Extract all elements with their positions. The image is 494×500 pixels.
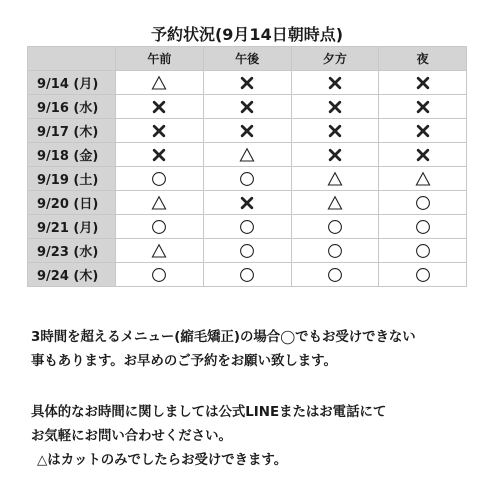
triangle-limited-icon bbox=[151, 75, 167, 91]
header-morning: 午前 bbox=[116, 47, 204, 71]
triangle-limited-icon bbox=[415, 171, 431, 187]
slot-cell bbox=[291, 263, 379, 287]
slot-cell bbox=[379, 167, 467, 191]
circle-available-icon bbox=[415, 219, 431, 235]
circle-available-icon bbox=[239, 267, 255, 283]
triangle-limited-icon bbox=[239, 147, 255, 163]
table-row bbox=[28, 167, 467, 191]
slot-cell bbox=[291, 191, 379, 215]
table-row bbox=[28, 143, 467, 167]
triangle-limited-icon bbox=[151, 195, 167, 211]
cross-full-icon bbox=[327, 99, 343, 115]
date-cell: 9/23 (水) bbox=[28, 239, 116, 263]
circle-available-icon bbox=[151, 171, 167, 187]
header-evening: 夕方 bbox=[291, 47, 379, 71]
triangle-limited-icon bbox=[327, 171, 343, 187]
cross-full-icon bbox=[327, 123, 343, 139]
cross-full-icon bbox=[239, 123, 255, 139]
cross-full-icon bbox=[239, 75, 255, 91]
slot-cell bbox=[379, 191, 467, 215]
header-afternoon: 午後 bbox=[203, 47, 291, 71]
circle-available-icon bbox=[151, 267, 167, 283]
slot-cell bbox=[116, 239, 204, 263]
notes-block-long-menu bbox=[31, 326, 471, 374]
slot-cell bbox=[116, 143, 204, 167]
cross-full-icon bbox=[151, 99, 167, 115]
table-row bbox=[28, 95, 467, 119]
slot-cell bbox=[291, 71, 379, 95]
cross-full-icon bbox=[151, 147, 167, 163]
slot-cell bbox=[116, 71, 204, 95]
slot-cell bbox=[116, 95, 204, 119]
slot-cell bbox=[291, 143, 379, 167]
circle-available-icon bbox=[239, 243, 255, 259]
note-line: お気軽にお問い合わせください。 bbox=[31, 429, 232, 444]
cross-full-icon bbox=[151, 123, 167, 139]
table-row bbox=[28, 263, 467, 287]
cross-full-icon bbox=[239, 99, 255, 115]
date-cell: 9/24 (木) bbox=[28, 263, 116, 287]
notes-block-contact bbox=[31, 401, 471, 473]
slot-cell bbox=[379, 239, 467, 263]
header-night: 夜 bbox=[379, 47, 467, 71]
slot-cell bbox=[203, 71, 291, 95]
circle-available-icon bbox=[327, 267, 343, 283]
slot-cell bbox=[203, 191, 291, 215]
slot-cell bbox=[379, 263, 467, 287]
slot-cell bbox=[379, 95, 467, 119]
table-row bbox=[28, 191, 467, 215]
slot-cell bbox=[203, 119, 291, 143]
slot-cell bbox=[291, 167, 379, 191]
date-cell: 9/16 (水) bbox=[28, 95, 116, 119]
slot-cell bbox=[203, 263, 291, 287]
circle-available-icon bbox=[415, 243, 431, 259]
slot-cell bbox=[116, 191, 204, 215]
date-cell: 9/14 (月) bbox=[28, 71, 116, 95]
cross-full-icon bbox=[415, 99, 431, 115]
circle-available-icon bbox=[415, 267, 431, 283]
slot-cell bbox=[291, 215, 379, 239]
table-header-row bbox=[28, 47, 467, 71]
triangle-limited-icon bbox=[327, 195, 343, 211]
cross-full-icon bbox=[415, 147, 431, 163]
slot-cell bbox=[116, 167, 204, 191]
slot-cell bbox=[116, 215, 204, 239]
page-title: 予約状況(9月14日朝時点) bbox=[150, 25, 344, 44]
note-line: 3時間を超えるメニュー(縮毛矯正)の場合◯でもお受けできない bbox=[31, 330, 416, 345]
date-cell: 9/20 (日) bbox=[28, 191, 116, 215]
slot-cell bbox=[203, 143, 291, 167]
note-line: △はカットのみでしたらお受けできます。 bbox=[37, 453, 288, 468]
table-row bbox=[28, 119, 467, 143]
circle-available-icon bbox=[239, 219, 255, 235]
table-row bbox=[28, 71, 467, 95]
circle-available-icon bbox=[327, 243, 343, 259]
table-row bbox=[28, 215, 467, 239]
cross-full-icon bbox=[327, 147, 343, 163]
date-cell: 9/18 (金) bbox=[28, 143, 116, 167]
table-body bbox=[28, 71, 467, 287]
date-cell: 9/19 (土) bbox=[28, 167, 116, 191]
reservation-table bbox=[27, 46, 467, 287]
slot-cell bbox=[379, 119, 467, 143]
triangle-limited-icon bbox=[151, 243, 167, 259]
slot-cell bbox=[116, 263, 204, 287]
slot-cell bbox=[379, 71, 467, 95]
note-line: 事もあります。お早めのご予約をお願い致します。 bbox=[31, 354, 337, 369]
table-row bbox=[28, 239, 467, 263]
cross-full-icon bbox=[239, 195, 255, 211]
circle-available-icon bbox=[415, 195, 431, 211]
cross-full-icon bbox=[415, 123, 431, 139]
circle-available-icon bbox=[327, 219, 343, 235]
slot-cell bbox=[291, 119, 379, 143]
header-corner bbox=[28, 47, 116, 71]
slot-cell bbox=[203, 215, 291, 239]
note-line: 具体的なお時間に関しましては公式LINEまたはお電話にて bbox=[31, 405, 387, 420]
slot-cell bbox=[203, 167, 291, 191]
cross-full-icon bbox=[415, 75, 431, 91]
circle-available-icon bbox=[239, 171, 255, 187]
circle-available-icon bbox=[151, 219, 167, 235]
cross-full-icon bbox=[327, 75, 343, 91]
slot-cell bbox=[379, 143, 467, 167]
slot-cell bbox=[291, 95, 379, 119]
date-cell: 9/21 (月) bbox=[28, 215, 116, 239]
slot-cell bbox=[291, 239, 379, 263]
slot-cell bbox=[203, 95, 291, 119]
slot-cell bbox=[379, 215, 467, 239]
slot-cell bbox=[203, 239, 291, 263]
slot-cell bbox=[116, 119, 204, 143]
date-cell: 9/17 (木) bbox=[28, 119, 116, 143]
